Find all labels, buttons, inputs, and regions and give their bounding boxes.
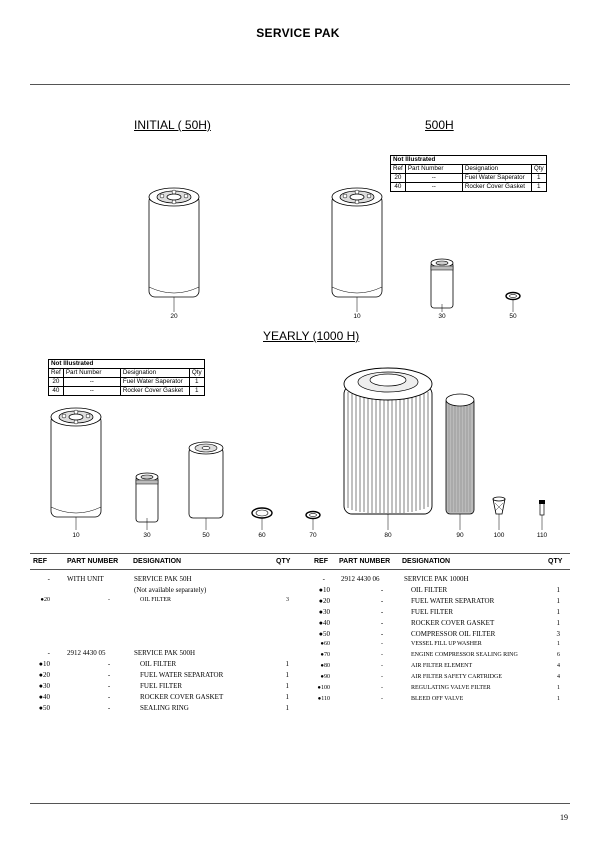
- 500h-fuel-filter: [431, 259, 453, 312]
- left-row-part-number: -: [108, 597, 110, 603]
- right-header-ref: REF: [314, 558, 328, 565]
- left-row-part-number: -: [107, 671, 111, 679]
- ni-header-designation: Designation: [120, 369, 189, 378]
- ni-header-ref: Ref: [391, 165, 406, 174]
- right-row-qty: 6: [557, 652, 560, 658]
- section-yearly-heading: YEARLY (1000 H): [263, 329, 360, 343]
- section-initial-heading: INITIAL ( 50H): [134, 118, 211, 132]
- left-row-qty: 1: [285, 660, 289, 668]
- left-row-ref: ●10: [38, 660, 50, 668]
- ni-header-designation: Designation: [462, 165, 531, 174]
- yearly-bleed-off-valve: [539, 500, 545, 530]
- right-row-ref: ●50: [318, 630, 330, 638]
- right-header-designation: DESIGNATION: [402, 558, 451, 565]
- right-row-designation: SERVICE PAK 1000H: [404, 575, 469, 583]
- yearly-regulating-valve-filter: [493, 497, 505, 530]
- left-header-designation: DESIGNATION: [133, 558, 182, 565]
- left-row-designation: (Not available separately): [134, 586, 207, 594]
- right-row-qty: 1: [556, 608, 560, 616]
- bottom-divider: [30, 803, 570, 804]
- right-row-ref: ●30: [318, 608, 330, 616]
- right-row-qty: 3: [556, 630, 560, 638]
- left-header-part-number: PART NUMBER: [67, 558, 119, 565]
- right-row-designation: ENGINE COMPRESSOR SEALING RING: [411, 652, 518, 658]
- right-row-qty: 1: [556, 597, 560, 605]
- not-illustrated-caption: Not Illustrated: [49, 360, 205, 369]
- ni-cell: Fuel Water Saperator: [120, 378, 189, 387]
- yearly-vessel-washer: [252, 508, 272, 530]
- callout-yearly-80: 80: [384, 532, 392, 539]
- right-row-qty: 4: [557, 674, 560, 680]
- callout-yearly-110: 110: [536, 532, 548, 539]
- right-row-designation: FUEL FILTER: [411, 608, 454, 616]
- yearly-sealing-ring: [306, 512, 320, 531]
- left-row-part-number: WITH UNIT: [67, 575, 104, 583]
- right-row-designation: BLEED OFF VALVE: [411, 696, 464, 702]
- left-row-ref: ●40: [38, 693, 50, 701]
- right-row-qty: 1: [557, 696, 560, 702]
- left-row-ref: -: [47, 575, 50, 583]
- left-row-qty: 1: [285, 682, 289, 690]
- right-row-ref: ●100: [317, 685, 330, 691]
- right-row-ref: ●60: [320, 641, 330, 647]
- right-row-part-number: 2912 4430 06: [341, 575, 380, 583]
- right-row-part-number: -: [380, 597, 384, 605]
- right-header-part-number: PART NUMBER: [339, 558, 391, 565]
- right-row-qty: 1: [556, 586, 560, 594]
- right-row-designation: COMPRESSOR OIL FILTER: [411, 630, 496, 638]
- section-500h-heading: 500H: [425, 118, 454, 132]
- right-row-ref: ●90: [320, 674, 330, 680]
- callout-initial-20: 20: [170, 313, 178, 320]
- right-row-qty: 4: [557, 663, 560, 669]
- ni-cell: Rocker Cover Gasket: [462, 183, 531, 192]
- ni-header-part-number: Part Number: [63, 369, 120, 378]
- right-row-ref: ●80: [320, 663, 330, 669]
- right-row-designation: AIR FILTER ELEMENT: [411, 663, 473, 669]
- 500h-oil-filter: [332, 188, 382, 312]
- right-row-qty: 1: [556, 619, 560, 627]
- callout-500h-50: 50: [509, 313, 517, 320]
- right-row-part-number: -: [381, 696, 383, 702]
- callout-500h-30: 30: [438, 313, 446, 320]
- left-row-designation: FUEL FILTER: [140, 682, 183, 690]
- right-row-ref: -: [322, 575, 325, 583]
- callout-500h-10: 10: [353, 313, 361, 320]
- right-row-designation: AIR FILTER SAFETY CARTRIDGE: [411, 674, 503, 680]
- ni-cell: 20: [49, 378, 64, 387]
- page-title: SERVICE PAK: [256, 26, 340, 40]
- callout-yearly-100: 100: [493, 532, 505, 539]
- left-row-designation: SERVICE PAK 50H: [134, 575, 192, 583]
- yearly-air-filter-element: [344, 368, 432, 530]
- right-row-designation: VESSEL FILL UP WASHER: [411, 641, 482, 647]
- right-header-qty: QTY: [548, 558, 563, 565]
- callout-yearly-90: 90: [456, 532, 464, 539]
- left-row-qty: 1: [285, 704, 289, 712]
- ni-cell: 1: [189, 378, 204, 387]
- left-row-part-number: -: [107, 693, 111, 701]
- callout-yearly-30: 30: [143, 532, 151, 539]
- ni-cell: Fuel Water Saperator: [462, 174, 531, 183]
- ni-cell: 40: [391, 183, 406, 192]
- right-row-qty: 1: [557, 641, 560, 647]
- right-row-ref: ●10: [318, 586, 330, 594]
- 500h-sealing-ring: [506, 293, 520, 313]
- right-row-qty: 1: [557, 685, 560, 691]
- yearly-safety-cartridge: [446, 394, 474, 530]
- right-row-designation: ROCKER COVER GASKET: [411, 619, 495, 627]
- left-row-designation: FUEL WATER SEPARATOR: [140, 671, 224, 679]
- ni-cell: 1: [531, 183, 546, 192]
- left-row-part-number: 2912 4430 05: [67, 649, 106, 657]
- right-row-ref: ●70: [320, 652, 330, 658]
- page-number: 19: [560, 813, 568, 822]
- left-row-part-number: -: [107, 704, 111, 712]
- left-row-designation: SEALING RING: [140, 704, 189, 712]
- left-header-ref: REF: [33, 558, 47, 565]
- left-row-part-number: -: [107, 660, 111, 668]
- right-row-designation: FUEL WATER SEPARATOR: [411, 597, 495, 605]
- ni-cell: 40: [49, 387, 64, 396]
- yearly-compressor-oil-filter: [189, 442, 223, 530]
- ni-cell: --: [405, 183, 462, 192]
- right-row-part-number: -: [380, 608, 384, 616]
- ni-header-part-number: Part Number: [405, 165, 462, 174]
- right-row-part-number: -: [380, 630, 384, 638]
- ni-header-qty: Qty: [189, 369, 204, 378]
- ni-cell: 1: [189, 387, 204, 396]
- right-row-designation: OIL FILTER: [411, 586, 448, 594]
- right-row-ref: ●20: [318, 597, 330, 605]
- left-row-designation: OIL FILTER: [140, 597, 172, 603]
- right-row-part-number: -: [380, 586, 384, 594]
- left-header-qty: QTY: [276, 558, 291, 565]
- left-row-qty: 3: [286, 597, 289, 603]
- parts-list-top-rule: [30, 553, 570, 554]
- right-row-part-number: -: [381, 652, 383, 658]
- callout-yearly-10: 10: [72, 532, 80, 539]
- ni-cell: Rocker Cover Gasket: [120, 387, 189, 396]
- left-row-designation: ROCKER COVER GASKET: [140, 693, 224, 701]
- left-row-ref: ●50: [38, 704, 50, 712]
- right-row-part-number: -: [381, 663, 383, 669]
- left-row-designation: SERVICE PAK 500H: [134, 649, 196, 657]
- left-row-qty: 1: [285, 671, 289, 679]
- yearly-oil-filter: [51, 408, 101, 530]
- ni-cell: --: [405, 174, 462, 183]
- parts-list-header-rule: [30, 569, 570, 570]
- right-row-part-number: -: [380, 619, 384, 627]
- right-row-ref: ●40: [318, 619, 330, 627]
- callout-yearly-70: 70: [309, 532, 317, 539]
- left-row-ref: ●20: [38, 671, 50, 679]
- ni-header-qty: Qty: [531, 165, 546, 174]
- ni-cell: 20: [391, 174, 406, 183]
- callout-yearly-60: 60: [258, 532, 266, 539]
- right-row-part-number: -: [381, 685, 383, 691]
- initial-oil-filter: [149, 188, 199, 312]
- left-row-designation: OIL FILTER: [140, 660, 177, 668]
- ni-cell: --: [63, 387, 120, 396]
- not-illustrated-caption: Not Illustrated: [391, 156, 547, 165]
- ni-header-ref: Ref: [49, 369, 64, 378]
- left-row-qty: 1: [285, 693, 289, 701]
- yearly-fuel-filter: [136, 473, 158, 530]
- left-row-ref: -: [47, 649, 50, 657]
- left-row-part-number: -: [107, 682, 111, 690]
- right-row-ref: ●110: [317, 696, 330, 702]
- right-row-designation: REGULATING VALVE FILTER: [411, 685, 491, 691]
- left-row-ref: ●20: [40, 597, 50, 603]
- ni-cell: --: [63, 378, 120, 387]
- right-row-part-number: -: [381, 641, 383, 647]
- left-row-ref: ●30: [38, 682, 50, 690]
- callout-yearly-50: 50: [202, 532, 210, 539]
- ni-cell: 1: [531, 174, 546, 183]
- right-row-part-number: -: [381, 674, 383, 680]
